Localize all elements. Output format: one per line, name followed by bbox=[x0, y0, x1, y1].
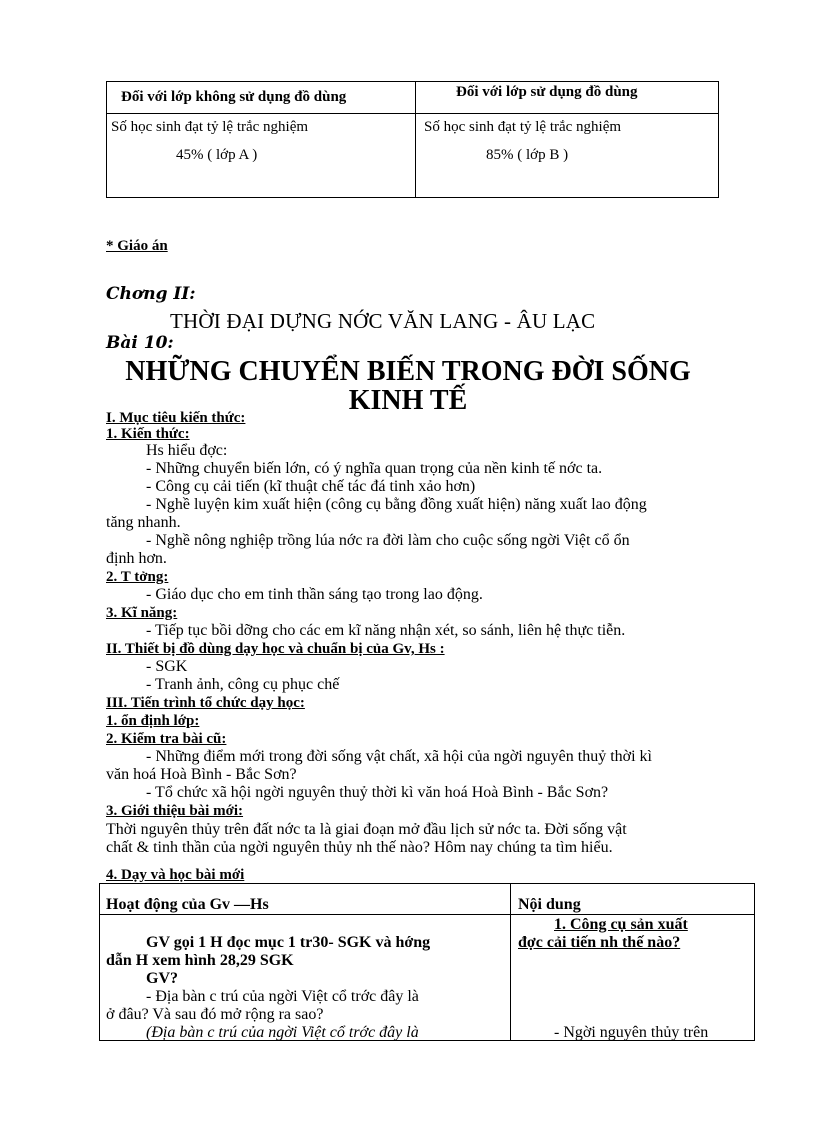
comparison-table-divider bbox=[415, 81, 416, 198]
knowledge-point-2: - Công cụ cải tiến (kĩ thuật chế tác đá tinh xảo hơn) bbox=[146, 478, 476, 495]
knowledge-point-3a: - Nghề luyện kim xuất hiện (công cụ bằng đồng xuất hiện) năng xuất lao động bbox=[146, 496, 647, 513]
comparison-col1-line2: 45% ( lớp A ) bbox=[176, 147, 258, 163]
knowledge-point-4a: - Nghề nông nghiệp trồng lúa nớc ra đời làm cho cuộc sống ngời Việt cổ ổn bbox=[146, 532, 630, 549]
objectives-heading: I. Mục tiêu kiến thức: bbox=[106, 410, 246, 426]
activity-col2-header: Nội dung bbox=[518, 896, 581, 913]
chapter-label: Chơng II: bbox=[106, 284, 196, 304]
lesson-plan-label: * Giáo án bbox=[106, 238, 168, 254]
lesson-number: Bài 10: bbox=[106, 333, 174, 353]
activity-left-line-1: GV gọi 1 H đọc mục 1 tr30- SGK và hớng bbox=[146, 934, 431, 951]
skills-subheading: 3. Kĩ năng: bbox=[106, 605, 178, 621]
knowledge-point-4b: định hơn. bbox=[106, 550, 167, 567]
review-question-1a: - Những điểm mới trong đời sống vật chất, xã hội của ngời nguyên thuỷ thời kì bbox=[146, 748, 652, 765]
comparison-col1-header: Đối với lớp không sử dụng đồ dùng bbox=[121, 89, 347, 105]
era-title: THỜI ĐẠI DỰNG NỚC VĂN LANG - ÂU LẠC bbox=[170, 309, 596, 333]
activity-right-line-2: đợc cải tiến nh thế nào? bbox=[518, 934, 681, 951]
comparison-col2-line2: 85% ( lớp B ) bbox=[486, 147, 569, 163]
activity-left-line-5: ở đâu? Và sau đó mở rộng ra sao? bbox=[106, 1006, 324, 1023]
activity-left-line-3: GV? bbox=[146, 970, 178, 987]
activity-table-header-row bbox=[99, 914, 755, 915]
comparison-col1-line1: Số học sinh đạt tỷ lệ trắc nghiệm bbox=[111, 119, 309, 135]
equipment-item-2: - Tranh ảnh, công cụ phục chế bbox=[146, 676, 340, 693]
skills-text: - Tiếp tục bồi dỡng cho các em kĩ năng nhận xét, so sánh, liên hệ thực tiễn. bbox=[146, 622, 626, 639]
knowledge-point-1: - Những chuyển biến lớn, có ý nghĩa quan trọng của nền kinh tế nớc ta. bbox=[146, 460, 603, 477]
thought-subheading: 2. T tởng: bbox=[106, 569, 169, 585]
lesson-title-line1: NHỮNG CHUYỂN BIẾN TRONG ĐỜI SỐNG bbox=[125, 356, 691, 387]
knowledge-subheading: 1. Kiến thức: bbox=[106, 426, 190, 442]
equipment-heading: II. Thiết bị đồ dùng dạy học và chuẩn bị của Gv, Hs : bbox=[106, 641, 445, 657]
comparison-table-header-row bbox=[106, 113, 719, 114]
activity-table-divider bbox=[510, 883, 511, 1041]
review-question-2: - Tổ chức xã hội ngời nguyên thuỷ thời kì văn hoá Hoà Bình - Bắc Sơn? bbox=[146, 784, 609, 801]
review-subheading: 2. Kiểm tra bài cũ: bbox=[106, 731, 227, 747]
equipment-item-1: - SGK bbox=[146, 658, 188, 675]
knowledge-intro: Hs hiểu đợc: bbox=[146, 442, 228, 459]
activity-left-line-6: (Địa bàn c trú của ngời Việt cổ trớc đây là bbox=[146, 1024, 419, 1041]
knowledge-point-3b: tăng nhanh. bbox=[106, 514, 181, 531]
process-heading: III. Tiến trình tổ chức dạy học: bbox=[106, 695, 305, 711]
introduction-text-b: chất & tinh thần của ngời nguyên thủy nh thế nào? Hôm nay chúng ta tìm hiểu. bbox=[106, 839, 613, 856]
review-question-1b: văn hoá Hoà Bình - Bắc Sơn? bbox=[106, 766, 297, 783]
class-setup-subheading: 1. ổn định lớp: bbox=[106, 713, 200, 729]
comparison-col2-header: Đối với lớp sử dụng đồ dùng bbox=[456, 84, 638, 100]
activity-right-line-3: - Ngời nguyên thủy trên bbox=[554, 1024, 709, 1041]
comparison-col2-line1: Số học sinh đạt tỷ lệ trắc nghiệm bbox=[424, 119, 622, 135]
thought-text: - Giáo dục cho em tinh thần sáng tạo trong lao động. bbox=[146, 586, 483, 603]
activity-left-line-2: dẫn H xem hình 28,29 SGK bbox=[106, 952, 294, 969]
activity-left-line-4: - Địa bàn c trú của ngời Việt cổ trớc đây là bbox=[146, 988, 419, 1005]
activity-col1-header: Hoạt động của Gv —Hs bbox=[106, 896, 269, 913]
activity-right-line-1: 1. Công cụ sản xuất bbox=[554, 916, 688, 933]
lesson-title-line2: KINH TẾ bbox=[348, 385, 468, 416]
introduction-subheading: 3. Giới thiệu bài mới: bbox=[106, 803, 244, 819]
introduction-text-a: Thời nguyên thủy trên đất nớc ta là giai đoạn mở đầu lịch sử nớc ta. Đời sống vật bbox=[106, 821, 627, 838]
new-lesson-subheading: 4. Dạy và học bài mới bbox=[106, 867, 245, 883]
